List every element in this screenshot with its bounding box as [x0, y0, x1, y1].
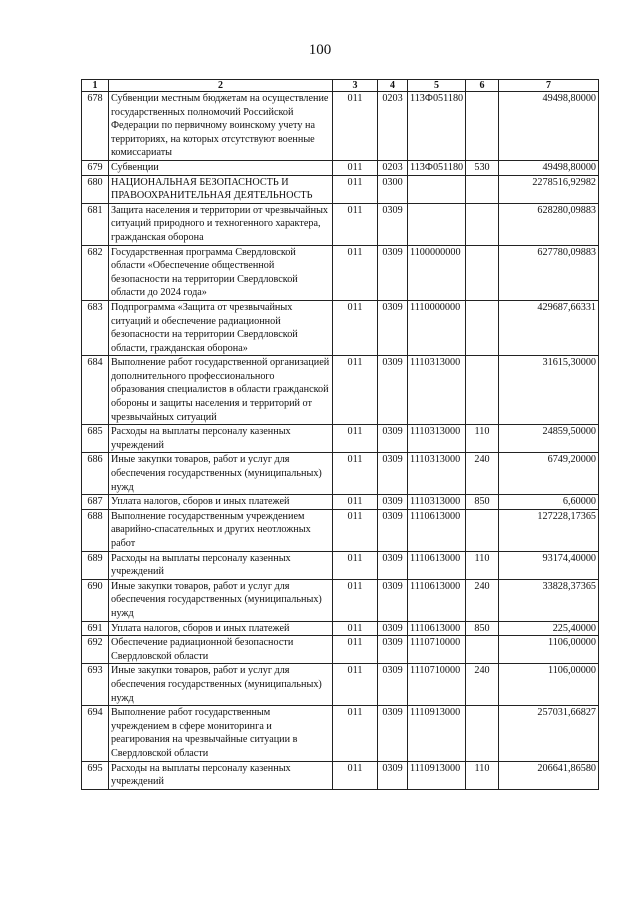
row-code-5: 1110613000 — [408, 551, 466, 579]
row-code-5: 1110000000 — [408, 300, 466, 355]
row-amount: 31615,30000 — [499, 356, 599, 425]
row-code-5: 1110313000 — [408, 495, 466, 510]
row-number: 691 — [82, 621, 109, 636]
row-code-5: 1110613000 — [408, 509, 466, 551]
row-code-5: 1110613000 — [408, 579, 466, 621]
row-code-5: 1100000000 — [408, 245, 466, 300]
table-row — [82, 425, 599, 453]
page-number: 100 — [308, 42, 332, 58]
column-header: 4 — [378, 80, 408, 92]
row-code-4: 0309 — [378, 761, 408, 789]
row-code-6: 240 — [466, 453, 499, 495]
row-code-6: 850 — [466, 621, 499, 636]
row-amount: 2278516,92982 — [499, 175, 599, 203]
row-code-5: 1110313000 — [408, 425, 466, 453]
row-amount: 429687,66331 — [499, 300, 599, 355]
row-code-4: 0309 — [378, 664, 408, 706]
header-row — [82, 80, 599, 92]
row-code-6 — [466, 92, 499, 161]
table-row — [82, 203, 599, 245]
row-description: Подпрограмма «Защита от чрезвычайных ситуаций и обеспечение радиационной безопасности на территории Свердловской области, гражданская оборона» — [109, 300, 333, 355]
row-number: 688 — [82, 509, 109, 551]
row-code-6: 110 — [466, 761, 499, 789]
row-code-6 — [466, 175, 499, 203]
row-code-3: 011 — [333, 664, 378, 706]
row-code-3: 011 — [333, 761, 378, 789]
row-description: Защита населения и территории от чрезвычайных ситуаций природного и техногенного характера, гражданская оборона — [109, 203, 333, 245]
row-code-4: 0309 — [378, 509, 408, 551]
row-number: 690 — [82, 579, 109, 621]
table-row — [82, 761, 599, 789]
row-number: 681 — [82, 203, 109, 245]
row-code-3: 011 — [333, 300, 378, 355]
budget-table — [81, 79, 599, 790]
row-code-5: 113Ф051180 — [408, 92, 466, 161]
row-number: 693 — [82, 664, 109, 706]
row-code-5 — [408, 203, 466, 245]
row-code-5: 1110313000 — [408, 453, 466, 495]
row-code-6: 530 — [466, 160, 499, 175]
table-row — [82, 706, 599, 761]
row-number: 683 — [82, 300, 109, 355]
row-code-6 — [466, 203, 499, 245]
row-code-4: 0309 — [378, 636, 408, 664]
row-code-3: 011 — [333, 425, 378, 453]
row-number: 687 — [82, 495, 109, 510]
row-description: Расходы на выплаты персоналу казенных учреждений — [109, 551, 333, 579]
row-number: 682 — [82, 245, 109, 300]
row-number: 679 — [82, 160, 109, 175]
row-number: 695 — [82, 761, 109, 789]
row-code-4: 0309 — [378, 621, 408, 636]
row-description: Расходы на выплаты персоналу казенных учреждений — [109, 761, 333, 789]
row-code-4: 0309 — [378, 300, 408, 355]
row-code-5: 1110710000 — [408, 664, 466, 706]
row-description: Государственная программа Свердловской области «Обеспечение общественной безопасности на территории Свердловской области до 2024 года» — [109, 245, 333, 300]
table-row — [82, 636, 599, 664]
row-code-3: 011 — [333, 356, 378, 425]
row-code-5: 1110313000 — [408, 356, 466, 425]
row-code-3: 011 — [333, 636, 378, 664]
row-number: 689 — [82, 551, 109, 579]
row-description: Обеспечение радиационной безопасности Свердловской области — [109, 636, 333, 664]
row-description: Уплата налогов, сборов и иных платежей — [109, 495, 333, 510]
row-description: Иные закупки товаров, работ и услуг для обеспечения государственных (муниципальных) нужд — [109, 453, 333, 495]
table-row — [82, 551, 599, 579]
row-code-6: 110 — [466, 425, 499, 453]
table-row — [82, 175, 599, 203]
row-code-4: 0203 — [378, 92, 408, 161]
row-description: Субвенции местным бюджетам на осуществление государственных полномочий Российской Федерации по первичному воинскому учету на территориях, на которых отсутствуют военные комиссариаты — [109, 92, 333, 161]
row-amount: 206641,86580 — [499, 761, 599, 789]
row-code-6: 240 — [466, 579, 499, 621]
row-number: 692 — [82, 636, 109, 664]
table-row — [82, 509, 599, 551]
row-code-6 — [466, 245, 499, 300]
row-code-4: 0300 — [378, 175, 408, 203]
row-description: Уплата налогов, сборов и иных платежей — [109, 621, 333, 636]
row-description: Иные закупки товаров, работ и услуг для обеспечения государственных (муниципальных) нужд — [109, 664, 333, 706]
row-amount: 627780,09883 — [499, 245, 599, 300]
row-code-5: 113Ф051180 — [408, 160, 466, 175]
row-amount: 1106,00000 — [499, 664, 599, 706]
row-amount: 93174,40000 — [499, 551, 599, 579]
row-number: 684 — [82, 356, 109, 425]
row-code-3: 011 — [333, 203, 378, 245]
row-number: 678 — [82, 92, 109, 161]
row-code-6 — [466, 300, 499, 355]
row-code-6: 850 — [466, 495, 499, 510]
table-row — [82, 92, 599, 161]
row-code-3: 011 — [333, 175, 378, 203]
row-code-5: 1110613000 — [408, 621, 466, 636]
row-code-3: 011 — [333, 92, 378, 161]
column-header: 5 — [408, 80, 466, 92]
row-number: 694 — [82, 706, 109, 761]
column-header: 2 — [109, 80, 333, 92]
table-row — [82, 664, 599, 706]
row-number: 686 — [82, 453, 109, 495]
row-amount: 6,60000 — [499, 495, 599, 510]
row-description: Расходы на выплаты персоналу казенных учреждений — [109, 425, 333, 453]
row-amount: 225,40000 — [499, 621, 599, 636]
row-code-5: 1110710000 — [408, 636, 466, 664]
row-description: Выполнение работ государственным учреждением в сфере мониторинга и реагирования на чрезвычайные ситуации в Свердловской области — [109, 706, 333, 761]
column-header: 1 — [82, 80, 109, 92]
row-amount: 6749,20000 — [499, 453, 599, 495]
row-code-3: 011 — [333, 160, 378, 175]
row-code-4: 0309 — [378, 453, 408, 495]
row-code-5 — [408, 175, 466, 203]
row-code-4: 0309 — [378, 425, 408, 453]
row-code-3: 011 — [333, 551, 378, 579]
row-code-5: 1110913000 — [408, 706, 466, 761]
row-amount: 628280,09883 — [499, 203, 599, 245]
row-code-3: 011 — [333, 245, 378, 300]
row-code-6: 240 — [466, 664, 499, 706]
row-code-6 — [466, 636, 499, 664]
row-code-4: 0309 — [378, 551, 408, 579]
row-description: НАЦИОНАЛЬНАЯ БЕЗОПАСНОСТЬ И ПРАВООХРАНИТЕЛЬНАЯ ДЕЯТЕЛЬНОСТЬ — [109, 175, 333, 203]
row-code-4: 0203 — [378, 160, 408, 175]
row-description: Субвенции — [109, 160, 333, 175]
table-row — [82, 495, 599, 510]
table-row — [82, 245, 599, 300]
row-description: Выполнение работ государственной организацией дополнительного профессионального образования специалистов в области гражданской обороны и защиты населения и территорий от чрезвычайных ситуаций — [109, 356, 333, 425]
row-code-3: 011 — [333, 706, 378, 761]
column-header: 6 — [466, 80, 499, 92]
table-row — [82, 453, 599, 495]
row-code-6 — [466, 706, 499, 761]
row-amount: 24859,50000 — [499, 425, 599, 453]
row-code-5: 1110913000 — [408, 761, 466, 789]
table-row — [82, 300, 599, 355]
row-code-6 — [466, 509, 499, 551]
row-amount: 33828,37365 — [499, 579, 599, 621]
row-code-4: 0309 — [378, 203, 408, 245]
row-code-3: 011 — [333, 621, 378, 636]
table-row — [82, 160, 599, 175]
row-amount: 257031,66827 — [499, 706, 599, 761]
row-description: Выполнение государственным учреждением аварийно-спасательных и других неотложных работ — [109, 509, 333, 551]
row-code-6: 110 — [466, 551, 499, 579]
column-header: 7 — [499, 80, 599, 92]
row-code-3: 011 — [333, 453, 378, 495]
table-row — [82, 579, 599, 621]
row-amount: 49498,80000 — [499, 92, 599, 161]
table-row — [82, 621, 599, 636]
row-code-3: 011 — [333, 509, 378, 551]
row-amount: 1106,00000 — [499, 636, 599, 664]
row-code-4: 0309 — [378, 245, 408, 300]
table-row — [82, 356, 599, 425]
row-amount: 49498,80000 — [499, 160, 599, 175]
row-code-3: 011 — [333, 495, 378, 510]
row-code-4: 0309 — [378, 356, 408, 425]
column-header: 3 — [333, 80, 378, 92]
row-code-6 — [466, 356, 499, 425]
row-code-4: 0309 — [378, 706, 408, 761]
row-amount: 127228,17365 — [499, 509, 599, 551]
row-description: Иные закупки товаров, работ и услуг для обеспечения государственных (муниципальных) нужд — [109, 579, 333, 621]
row-code-3: 011 — [333, 579, 378, 621]
row-code-4: 0309 — [378, 579, 408, 621]
row-number: 685 — [82, 425, 109, 453]
row-number: 680 — [82, 175, 109, 203]
row-code-4: 0309 — [378, 495, 408, 510]
